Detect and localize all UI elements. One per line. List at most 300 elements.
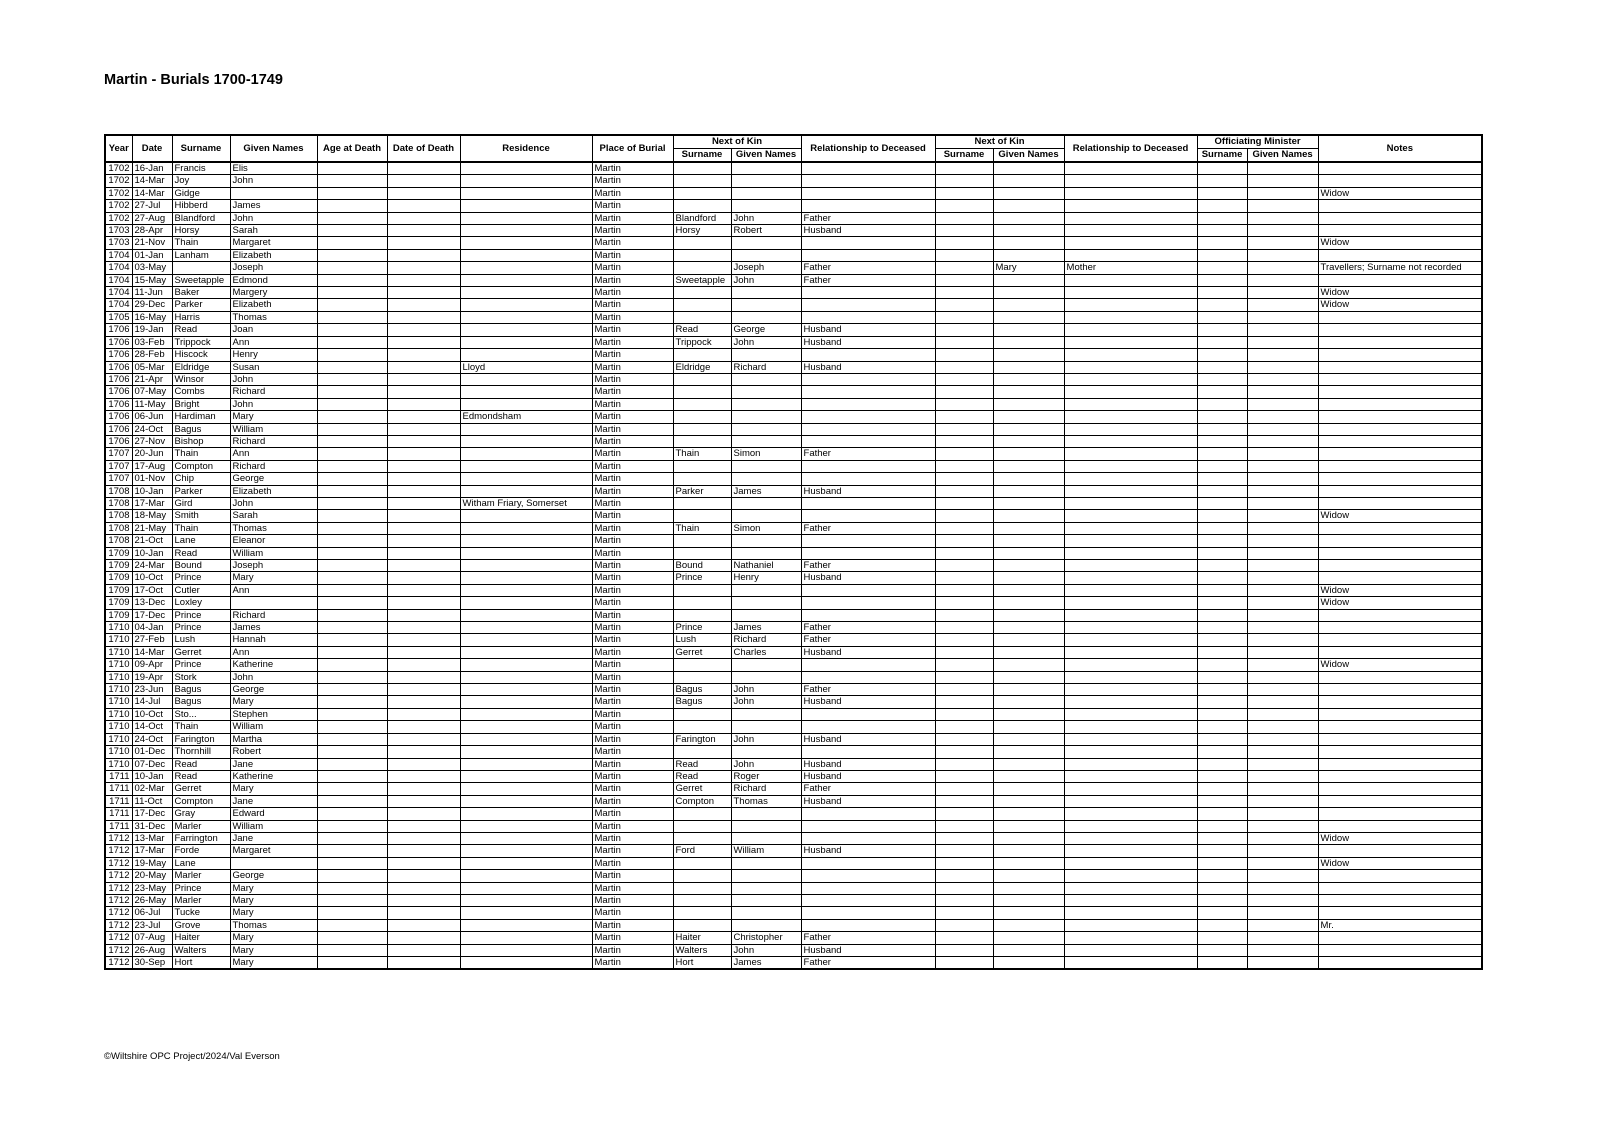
table-cell: Mary xyxy=(230,907,317,919)
table-cell xyxy=(993,634,1064,646)
table-cell xyxy=(1318,212,1482,224)
table-cell: Husband xyxy=(801,795,935,807)
table-cell xyxy=(935,746,993,758)
table-cell: Sweetapple xyxy=(673,274,731,286)
table-cell: Ann xyxy=(230,646,317,658)
table-cell xyxy=(460,746,592,758)
table-cell xyxy=(1064,646,1197,658)
table-cell xyxy=(1197,497,1247,509)
table-cell: Father xyxy=(801,932,935,944)
table-cell: Bound xyxy=(673,560,731,572)
table-cell xyxy=(731,535,801,547)
table-cell: George xyxy=(230,473,317,485)
table-cell xyxy=(935,460,993,472)
table-cell: 1706 xyxy=(105,336,132,348)
table-cell: Elizabeth xyxy=(230,299,317,311)
table-cell xyxy=(460,398,592,410)
table-cell xyxy=(1197,200,1247,212)
table-cell xyxy=(993,584,1064,596)
table-cell: Widow xyxy=(1318,832,1482,844)
table-cell xyxy=(935,485,993,497)
table-cell: 16-May xyxy=(132,311,172,323)
table-cell: Martin xyxy=(592,721,673,733)
table-cell: Bagus xyxy=(172,696,230,708)
table-cell: John xyxy=(230,212,317,224)
table-cell: Mother xyxy=(1064,262,1197,274)
table-cell: 1702 xyxy=(105,212,132,224)
burials-table xyxy=(104,134,1483,970)
table-cell: Martin xyxy=(592,609,673,621)
table-cell xyxy=(460,597,592,609)
table-cell xyxy=(1247,373,1318,385)
table-cell xyxy=(993,622,1064,634)
table-cell: Lanham xyxy=(172,249,230,261)
table-cell: 1709 xyxy=(105,560,132,572)
table-cell xyxy=(993,373,1064,385)
table-cell xyxy=(1318,957,1482,970)
table-row xyxy=(105,336,1482,348)
table-cell: 14-Mar xyxy=(132,175,172,187)
table-cell xyxy=(993,423,1064,435)
table-cell: 17-Oct xyxy=(132,584,172,596)
table-cell xyxy=(230,857,317,869)
table-cell: Martha xyxy=(230,733,317,745)
table-row xyxy=(105,770,1482,782)
table-cell xyxy=(1197,225,1247,237)
table-cell xyxy=(935,870,993,882)
table-cell xyxy=(387,249,460,261)
table-cell: 1704 xyxy=(105,274,132,286)
table-cell xyxy=(731,287,801,299)
table-cell xyxy=(993,770,1064,782)
table-cell xyxy=(993,684,1064,696)
copyright-footer: ©Wiltshire OPC Project/2024/Val Everson xyxy=(104,1051,280,1062)
table-cell: 1707 xyxy=(105,448,132,460)
table-cell: Martin xyxy=(592,634,673,646)
table-cell: Widow xyxy=(1318,287,1482,299)
table-cell xyxy=(1247,237,1318,249)
table-cell xyxy=(731,200,801,212)
table-cell xyxy=(673,386,731,398)
table-cell xyxy=(387,659,460,671)
table-cell: Joseph xyxy=(230,262,317,274)
table-cell: 24-Mar xyxy=(132,560,172,572)
table-cell xyxy=(993,535,1064,547)
table-cell xyxy=(460,770,592,782)
table-cell: 1711 xyxy=(105,770,132,782)
table-cell xyxy=(935,758,993,770)
table-cell: Hannah xyxy=(230,634,317,646)
table-cell xyxy=(731,411,801,423)
table-cell xyxy=(1197,287,1247,299)
table-cell xyxy=(1247,485,1318,497)
table-cell xyxy=(1247,249,1318,261)
table-cell: Lloyd xyxy=(460,361,592,373)
col-kin2-given-names: Given Names xyxy=(993,149,1064,163)
table-cell xyxy=(935,287,993,299)
table-cell xyxy=(317,957,387,970)
table-cell xyxy=(317,473,387,485)
table-cell xyxy=(317,535,387,547)
table-cell xyxy=(317,708,387,720)
table-cell xyxy=(1197,795,1247,807)
table-cell xyxy=(460,162,592,175)
table-cell xyxy=(1064,708,1197,720)
table-cell: Father xyxy=(801,684,935,696)
table-cell: John xyxy=(731,696,801,708)
table-cell xyxy=(1064,894,1197,906)
table-cell xyxy=(1318,609,1482,621)
table-cell: Joseph xyxy=(230,560,317,572)
table-cell: Martin xyxy=(592,547,673,559)
table-row xyxy=(105,175,1482,187)
table-cell xyxy=(731,423,801,435)
table-row xyxy=(105,696,1482,708)
table-cell xyxy=(1247,547,1318,559)
table-cell: James xyxy=(230,200,317,212)
table-cell xyxy=(935,671,993,683)
table-cell xyxy=(935,882,993,894)
table-cell: 1705 xyxy=(105,311,132,323)
table-row xyxy=(105,733,1482,745)
table-cell xyxy=(1247,696,1318,708)
table-cell: Read xyxy=(673,770,731,782)
table-cell xyxy=(673,162,731,175)
table-cell xyxy=(460,646,592,658)
table-cell xyxy=(1247,746,1318,758)
table-cell xyxy=(387,535,460,547)
table-cell xyxy=(993,349,1064,361)
table-cell xyxy=(673,746,731,758)
table-cell: 1710 xyxy=(105,622,132,634)
table-cell xyxy=(460,609,592,621)
table-cell: 1706 xyxy=(105,411,132,423)
table-cell xyxy=(1064,249,1197,261)
table-cell: 1702 xyxy=(105,187,132,199)
table-cell xyxy=(935,932,993,944)
table-cell xyxy=(1318,572,1482,584)
table-cell xyxy=(935,857,993,869)
table-cell: 1708 xyxy=(105,535,132,547)
table-cell xyxy=(1064,882,1197,894)
table-cell xyxy=(1318,175,1482,187)
table-cell xyxy=(673,473,731,485)
table-cell: 1709 xyxy=(105,597,132,609)
table-cell: Martin xyxy=(592,671,673,683)
table-cell: Hort xyxy=(172,957,230,970)
table-cell xyxy=(1197,659,1247,671)
table-cell xyxy=(317,212,387,224)
table-cell xyxy=(935,423,993,435)
table-cell xyxy=(935,522,993,534)
table-cell xyxy=(935,584,993,596)
table-cell xyxy=(1064,336,1197,348)
table-cell xyxy=(993,907,1064,919)
table-cell xyxy=(1247,560,1318,572)
table-cell: 1712 xyxy=(105,894,132,906)
table-cell: Richard xyxy=(230,435,317,447)
table-cell xyxy=(1197,783,1247,795)
table-cell: 1707 xyxy=(105,460,132,472)
table-cell xyxy=(993,162,1064,175)
table-cell xyxy=(460,696,592,708)
table-cell xyxy=(935,175,993,187)
table-cell: 1712 xyxy=(105,832,132,844)
table-cell: 1706 xyxy=(105,373,132,385)
table-cell xyxy=(317,435,387,447)
table-cell xyxy=(1197,584,1247,596)
table-cell: 24-Oct xyxy=(132,733,172,745)
table-cell: 23-Jul xyxy=(132,919,172,931)
table-cell xyxy=(673,708,731,720)
table-cell xyxy=(317,225,387,237)
table-cell: Eleanor xyxy=(230,535,317,547)
table-cell: 11-May xyxy=(132,398,172,410)
table-cell xyxy=(801,671,935,683)
table-cell xyxy=(317,932,387,944)
table-cell: Richard xyxy=(731,783,801,795)
table-row xyxy=(105,299,1482,311)
table-row xyxy=(105,659,1482,671)
table-cell xyxy=(1247,473,1318,485)
table-row xyxy=(105,609,1482,621)
table-cell: 31-Dec xyxy=(132,820,172,832)
table-cell: Husband xyxy=(801,646,935,658)
table-cell xyxy=(460,832,592,844)
table-cell xyxy=(1318,435,1482,447)
table-cell: Husband xyxy=(801,944,935,956)
table-cell xyxy=(935,832,993,844)
table-cell xyxy=(387,200,460,212)
table-cell xyxy=(460,212,592,224)
table-cell xyxy=(317,684,387,696)
table-cell xyxy=(460,435,592,447)
table-cell: Edmond xyxy=(230,274,317,286)
table-cell: Mary xyxy=(230,894,317,906)
table-cell xyxy=(1318,274,1482,286)
table-cell xyxy=(1197,398,1247,410)
table-cell: George xyxy=(230,870,317,882)
table-cell xyxy=(993,659,1064,671)
table-row xyxy=(105,324,1482,336)
table-row xyxy=(105,249,1482,261)
table-cell: 13-Mar xyxy=(132,832,172,844)
table-cell xyxy=(1247,225,1318,237)
table-cell xyxy=(317,646,387,658)
table-row xyxy=(105,584,1482,596)
table-cell xyxy=(1064,237,1197,249)
table-cell: Martin xyxy=(592,311,673,323)
table-cell xyxy=(801,597,935,609)
table-cell xyxy=(1318,894,1482,906)
table-cell: Martin xyxy=(592,572,673,584)
table-cell: Bagus xyxy=(172,684,230,696)
table-cell xyxy=(993,547,1064,559)
table-cell xyxy=(993,597,1064,609)
table-cell: 1712 xyxy=(105,919,132,931)
table-cell: 1711 xyxy=(105,820,132,832)
table-cell: John xyxy=(230,373,317,385)
table-cell xyxy=(673,584,731,596)
table-cell: Martin xyxy=(592,423,673,435)
table-cell xyxy=(317,944,387,956)
table-cell xyxy=(387,435,460,447)
table-cell xyxy=(801,497,935,509)
table-cell xyxy=(1247,609,1318,621)
table-cell: John xyxy=(230,671,317,683)
table-cell xyxy=(1064,671,1197,683)
table-cell: 30-Sep xyxy=(132,957,172,970)
table-row xyxy=(105,845,1482,857)
table-cell xyxy=(993,225,1064,237)
table-cell xyxy=(1197,423,1247,435)
table-cell xyxy=(673,175,731,187)
table-cell xyxy=(460,957,592,970)
table-cell xyxy=(387,894,460,906)
table-cell xyxy=(1247,845,1318,857)
table-cell xyxy=(1247,733,1318,745)
table-cell xyxy=(317,733,387,745)
table-cell xyxy=(673,671,731,683)
table-cell: Elizabeth xyxy=(230,249,317,261)
table-cell xyxy=(387,547,460,559)
table-cell xyxy=(1247,894,1318,906)
table-cell xyxy=(1064,473,1197,485)
table-cell xyxy=(460,721,592,733)
table-cell xyxy=(1197,162,1247,175)
table-cell: Martin xyxy=(592,795,673,807)
table-cell xyxy=(935,212,993,224)
table-cell: 1707 xyxy=(105,473,132,485)
table-cell: 1710 xyxy=(105,684,132,696)
table-cell: Richard xyxy=(731,361,801,373)
table-cell xyxy=(1247,386,1318,398)
table-cell xyxy=(935,919,993,931)
table-cell: 09-Apr xyxy=(132,659,172,671)
table-cell: John xyxy=(230,175,317,187)
table-cell xyxy=(993,696,1064,708)
table-cell: Thain xyxy=(673,522,731,534)
table-cell xyxy=(1247,460,1318,472)
table-cell: Mary xyxy=(230,944,317,956)
table-cell: 1708 xyxy=(105,497,132,509)
table-cell: Katherine xyxy=(230,659,317,671)
table-cell: Harris xyxy=(172,311,230,323)
table-cell: Thain xyxy=(673,448,731,460)
table-row xyxy=(105,832,1482,844)
table-cell xyxy=(935,721,993,733)
table-cell: Margaret xyxy=(230,845,317,857)
table-cell xyxy=(731,299,801,311)
table-cell: 1709 xyxy=(105,572,132,584)
table-cell: Father xyxy=(801,783,935,795)
table-cell: 14-Jul xyxy=(132,696,172,708)
table-cell: Widow xyxy=(1318,857,1482,869)
table-cell: Widow xyxy=(1318,510,1482,522)
table-cell xyxy=(673,919,731,931)
table-cell xyxy=(1247,522,1318,534)
table-cell xyxy=(317,175,387,187)
table-cell xyxy=(1247,448,1318,460)
table-cell xyxy=(993,845,1064,857)
table-cell xyxy=(731,708,801,720)
table-cell: 1702 xyxy=(105,200,132,212)
table-cell xyxy=(1064,287,1197,299)
table-cell xyxy=(731,832,801,844)
table-cell xyxy=(1318,820,1482,832)
table-cell: Christopher xyxy=(731,932,801,944)
table-cell xyxy=(993,919,1064,931)
table-cell xyxy=(387,832,460,844)
table-cell: William xyxy=(230,547,317,559)
table-cell: 1712 xyxy=(105,907,132,919)
table-cell: Compton xyxy=(172,795,230,807)
table-cell xyxy=(993,497,1064,509)
table-cell xyxy=(1247,597,1318,609)
table-cell xyxy=(993,187,1064,199)
table-cell xyxy=(993,287,1064,299)
table-cell: Margery xyxy=(230,287,317,299)
table-cell xyxy=(1064,423,1197,435)
table-cell: James xyxy=(230,622,317,634)
table-cell xyxy=(993,200,1064,212)
table-cell: Read xyxy=(172,758,230,770)
table-cell xyxy=(935,497,993,509)
table-cell xyxy=(1247,907,1318,919)
table-cell xyxy=(387,398,460,410)
table-cell xyxy=(1064,299,1197,311)
table-cell: 16-Jan xyxy=(132,162,172,175)
table-row xyxy=(105,932,1482,944)
table-cell xyxy=(317,547,387,559)
table-cell xyxy=(1247,721,1318,733)
table-cell: Martin xyxy=(592,274,673,286)
table-cell xyxy=(801,894,935,906)
table-cell xyxy=(1064,411,1197,423)
table-cell xyxy=(1318,311,1482,323)
table-cell: Widow xyxy=(1318,237,1482,249)
table-cell xyxy=(1197,349,1247,361)
table-cell xyxy=(731,237,801,249)
table-cell xyxy=(1197,274,1247,286)
table-cell: Compton xyxy=(172,460,230,472)
table-cell xyxy=(1064,510,1197,522)
table-cell: Martin xyxy=(592,336,673,348)
col-year: Year xyxy=(105,135,132,162)
table-cell: Martin xyxy=(592,262,673,274)
table-cell xyxy=(1247,299,1318,311)
table-cell: Simon xyxy=(731,522,801,534)
table-cell xyxy=(935,622,993,634)
table-cell: Sarah xyxy=(230,225,317,237)
table-cell: Father xyxy=(801,957,935,970)
table-cell xyxy=(1318,547,1482,559)
table-cell: Haiter xyxy=(172,932,230,944)
table-cell xyxy=(1197,435,1247,447)
table-cell xyxy=(801,870,935,882)
table-cell xyxy=(1064,386,1197,398)
table-cell xyxy=(935,808,993,820)
table-cell xyxy=(1197,746,1247,758)
table-row xyxy=(105,373,1482,385)
table-cell: Husband xyxy=(801,770,935,782)
table-cell: Mary xyxy=(230,411,317,423)
table-cell xyxy=(1247,311,1318,323)
table-cell xyxy=(317,262,387,274)
table-cell xyxy=(387,336,460,348)
table-cell: 1704 xyxy=(105,287,132,299)
table-cell xyxy=(935,311,993,323)
